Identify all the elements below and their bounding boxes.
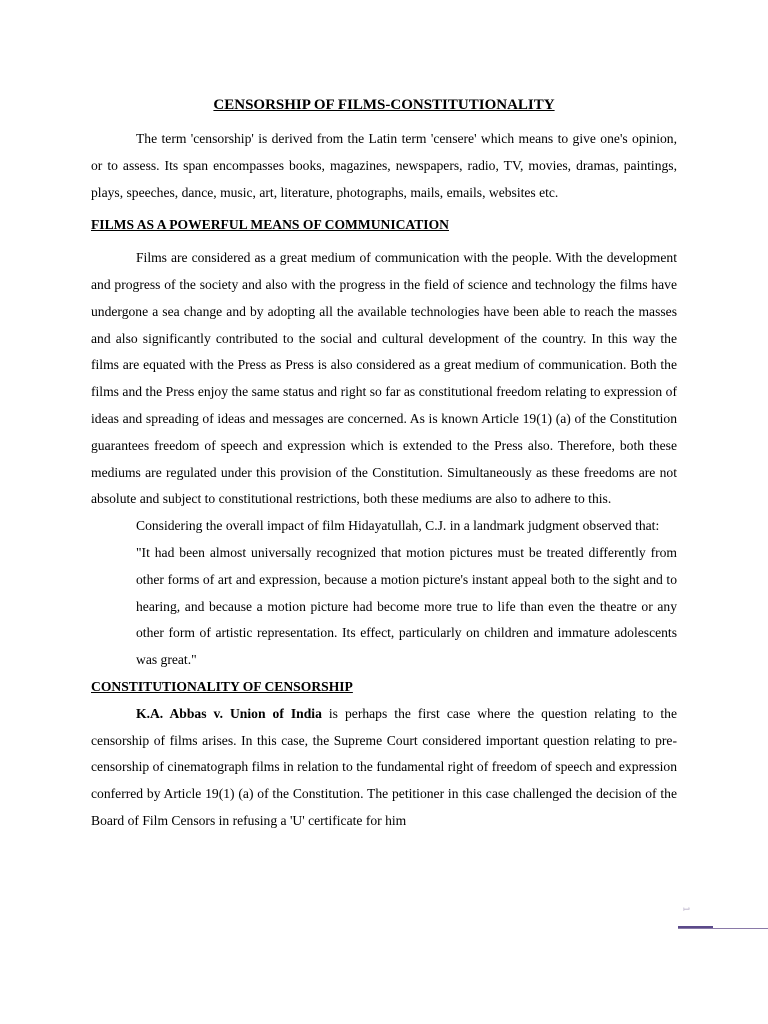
document-page — [91, 92, 677, 835]
intro-paragraph: The term 'censorship' is derived from the Latin term 'censere' which means to give one's opinion, or to assess. Its span encompasses books, magazines, newspapers, radio, TV, movies, dramas, paintings, plays, speeches, dance, music, art, literature, photographs, mails, emails, websites etc. — [91, 131, 677, 200]
films-communication-paragraph: Films are considered as a great medium of communication with the people. With the development and progress of the society and also with the progress in the field of science and technology the films have undergone a sea change and by adopting all the available technologies have been able to reach the masses and also significantly contributed to the social and cultural development of the country. In this way the films are equated with the Press as Press is also considered as a great medium of communication. Both the films and the Press enjoy the same status and right so far as constitutional freedom relating to expression of ideas and spreading of ideas and messages are concerned. As is known Article 19(1) (a) of the Constitution guarantees freedom of speech and expression which is extended to the Press also. Therefore, both these mediums are regulated under this provision of the Constitution. Simultaneously as these freedoms are not absolute and subject to constitutional restrictions, both these mediums are also to adhere to this. — [91, 250, 677, 507]
case-name: K.A. Abbas v. Union of India — [136, 705, 322, 721]
page-number: 1 — [681, 906, 691, 912]
footer-rule — [678, 928, 768, 929]
section-heading-constitutionality: CONSTITUTIONALITY OF CENSORSHIP — [91, 678, 353, 694]
abbas-case-paragraph — [91, 701, 677, 835]
section-heading-films-communication: FILMS AS A POWERFUL MEANS OF COMMUNICATION — [91, 217, 449, 233]
hidayatullah-paragraph: Considering the overall impact of film Hidayatullah, C.J. in a landmark judgment observed that: — [136, 518, 660, 534]
quotation-block: "It had been almost universally recognized that motion pictures must be treated differently from other forms of art and expression, because a motion picture's instant appeal both to the sight and to hearing, and because a motion picture had become more true to life than even the theatre or any other form of artistic representation. Its effect, particularly on children and immature adolescents was great." — [136, 544, 677, 668]
document-title: CENSORSHIP OF FILMS-CONSTITUTIONALITY — [213, 97, 555, 113]
abbas-case-text: is perhaps the first case where the question relating to the censorship of films arises. In this case, the Supreme Court considered important question relating to pre-censorship of cinematograph films in relation to the fundamental right of freedom of speech and expression conferred by Article 19(1) (a) of the Constitution. The petitioner in this case challenged the decision of the Board of Film Censors in refusing a 'U' certificate for him — [91, 705, 678, 828]
